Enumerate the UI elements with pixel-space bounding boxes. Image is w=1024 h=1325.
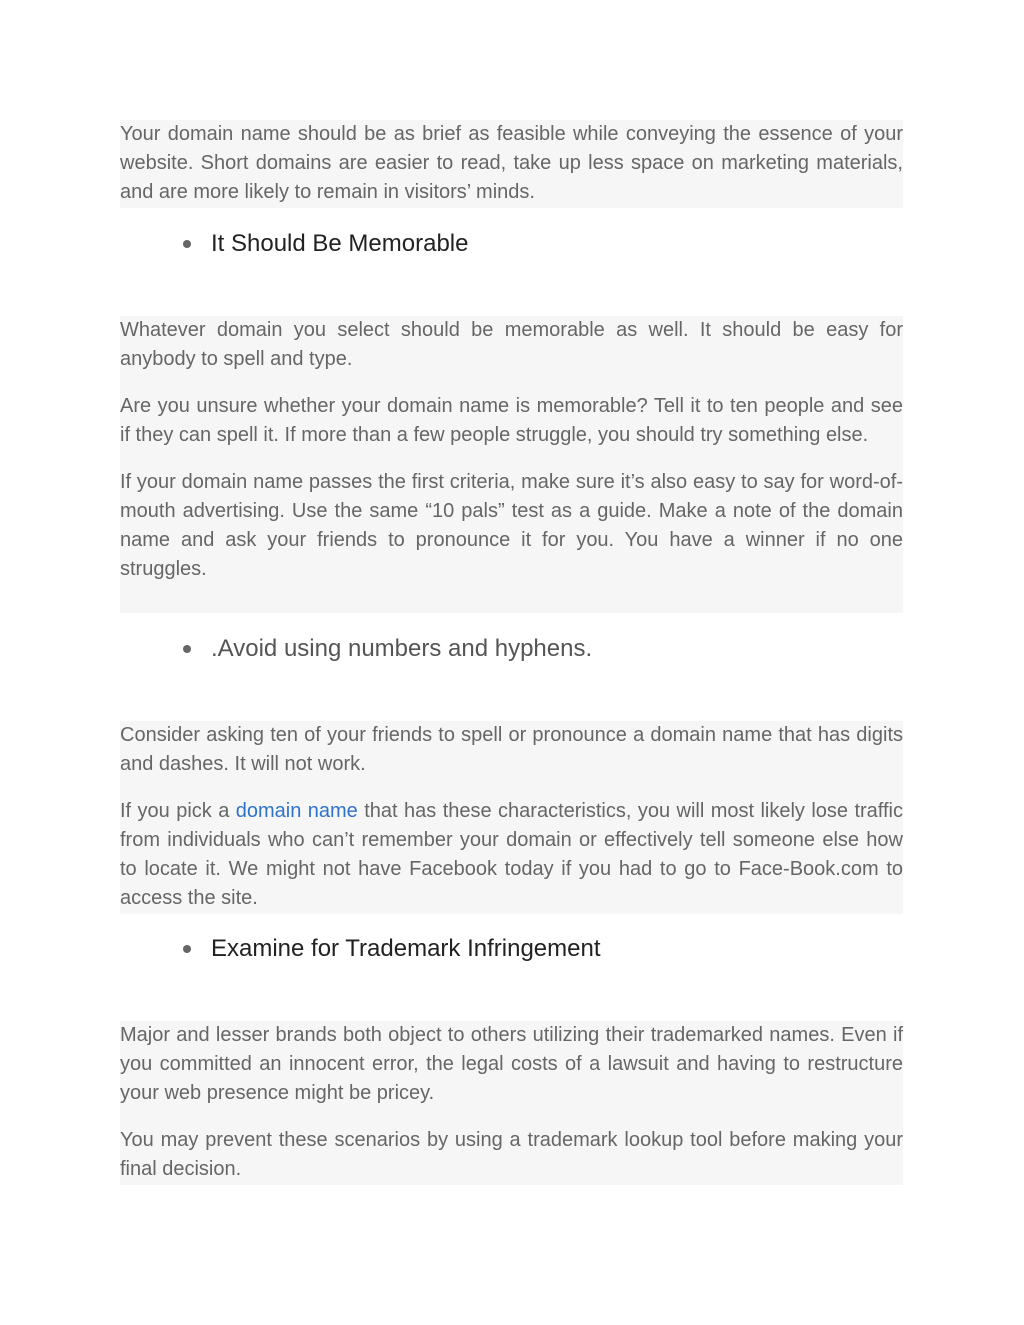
paragraph: You may prevent these scenarios by using a trademark lookup tool before making your final decision.	[120, 1129, 903, 1180]
paragraph: Your domain name should be as brief as feasible while conveying the essence of your website. Short domains are easier to read, take up less space on marketing materials, and are more likely to remain in visitors’ minds.	[120, 123, 903, 203]
paragraph-block-intro	[120, 120, 903, 208]
paragraph-block-memorable	[120, 316, 903, 613]
bullet-dot-icon	[183, 645, 191, 653]
paragraph: Whatever domain you select should be memorable as well. It should be easy for anybody to spell and type.	[120, 319, 903, 370]
bullet-dot-icon	[183, 240, 191, 248]
paragraph-with-link	[120, 797, 903, 913]
text-before-link: If you pick a	[120, 800, 236, 822]
bullet-heading-numbers-hyphens	[183, 634, 592, 664]
heading-text: It Should Be Memorable	[211, 230, 469, 257]
bullet-heading-trademark	[183, 934, 601, 964]
paragraph: Consider asking ten of your friends to spell or pronounce a domain name that has digits and dashes. It will not work.	[120, 724, 903, 775]
bullet-dot-icon	[183, 945, 191, 953]
heading-text: Examine for Trademark Infringement	[211, 935, 601, 962]
bullet-heading-memorable	[183, 229, 468, 259]
paragraph-block-trademark	[120, 1021, 903, 1185]
heading-text: .Avoid using numbers and hyphens.	[211, 635, 593, 662]
paragraph: Are you unsure whether your domain name is memorable? Tell it to ten people and see if they can spell it. If more than a few people struggle, you should try something else.	[120, 395, 903, 446]
paragraph: If your domain name passes the first criteria, make sure it’s also easy to say for word-of-mouth advertising. Use the same “10 pals” test as a guide. Make a note of the domain name and ask your friends to pronounce it for you. You have a winner if no one struggles.	[120, 471, 903, 580]
paragraph-block-numbers-hyphens	[120, 721, 903, 914]
text-after-link: that has these characteristics, you will most likely lose traffic from individuals who can’t remember your domain or effectively tell someone else how to locate it. We might not have Facebook today if you had to go to Face-Book.com to access the site.	[120, 800, 903, 909]
paragraph: Major and lesser brands both object to others utilizing their trademarked names. Even if you committed an innocent error, the legal costs of a lawsuit and having to restructure your web presence might be pricey.	[120, 1024, 903, 1104]
domain-name-link[interactable]: domain name	[235, 800, 358, 822]
